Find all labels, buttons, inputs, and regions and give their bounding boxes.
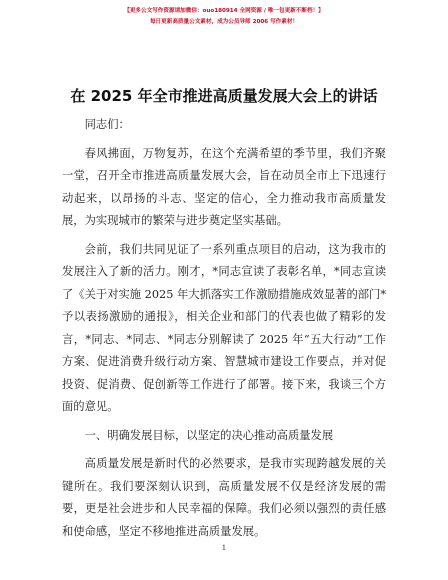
body-paragraph: 会前，我们共同见证了一系列重点项目的启动，这为我市的发展注入了新的活力。刚才，*同志宣读了表彰名单，*同志宣读了《关于对实施 2025 年大抓落实工作激励措施成效显著的部门*予以表扬激励的通报》，相关企业和部门的代表也做了精彩的发言，*同志、*同志、*同志分别解读了 2025 年“五大行动”工作方案、促进消费升级行动方案、智慧城市建设工作要点，并对促投资、促消费、促创新等工作进行了部署。接下来，我谈三个方面的意见。 bbox=[62, 242, 387, 413]
document-body bbox=[62, 114, 386, 543]
document-title: 在 2025 年全市推进高质量发展大会上的讲话 bbox=[70, 87, 378, 105]
body-paragraph: 春风拂面，万物复苏，在这个充满希望的季节里，我们齐聚一堂，召开全市推进高质量发展大会，旨在动员全市上下迅速行动起来，以昂扬的斗志、坚定的信心，全力推动我市高质量发展，为实现城市的繁荣与进步奠定坚实基础。 bbox=[62, 146, 386, 227]
promo-banner-line-2: 每日更新高质量公文素材，成为公员导师 2006 写作素材！ bbox=[149, 19, 299, 25]
section-heading: 一、明确发展目标，以坚定的决心推动高质量发展 bbox=[84, 428, 334, 442]
promo-banner bbox=[0, 6, 448, 28]
promo-banner-line-1: 【更多公文写作资源请加微信：ouo180914 全网资源 / 唯一包更新不断档！】 bbox=[124, 8, 324, 14]
body-paragraph: 高质量发展是新时代的必然要求，是我市实现跨越发展的关键所在。我们要深刻认识到，高质量发展不仅是经济发展的需要，更是社会进步和人民幸福的保障。我们必须以强烈的责任感和使命感，坚定不移地推进高质量发展。 bbox=[62, 457, 386, 538]
greeting: 同志们： bbox=[84, 118, 130, 131]
page-number: 1 bbox=[221, 544, 227, 552]
